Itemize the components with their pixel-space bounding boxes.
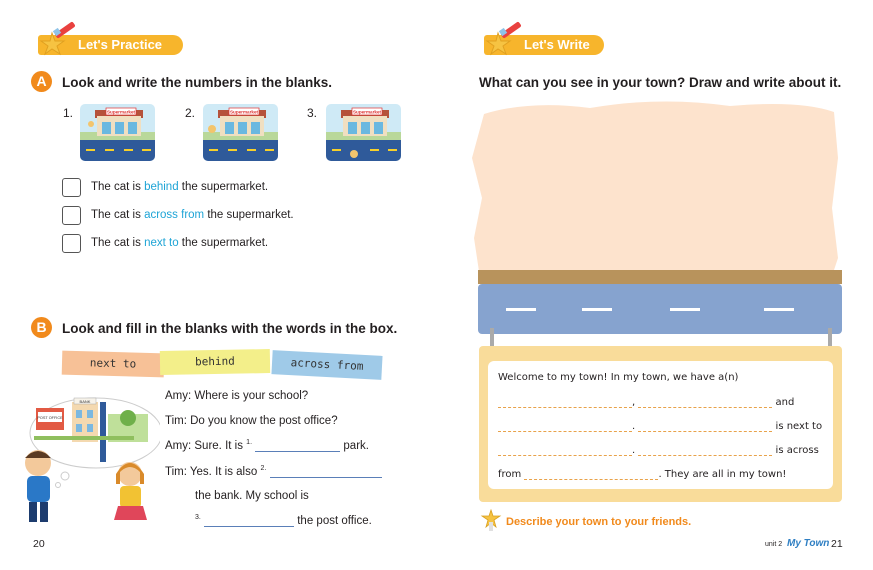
footer-unit-title: My Town xyxy=(787,538,830,549)
dialogue-line-3 xyxy=(165,439,369,452)
picture-1-cat-behind xyxy=(80,104,155,161)
note-line-5 xyxy=(498,468,786,480)
footer-unit-label: unit 2 xyxy=(765,541,783,548)
sentence-text: The cat is xyxy=(91,237,145,249)
dialogue-text: park. xyxy=(340,439,369,452)
word-tag-behind: behind xyxy=(160,349,270,375)
picture-number-3: 3. xyxy=(307,106,318,120)
answer-box-3[interactable] xyxy=(62,234,81,253)
banner-title: Let's Practice xyxy=(78,37,163,52)
store-sign-text: Supermarket xyxy=(106,109,136,115)
blank-number-2: 2. xyxy=(260,465,267,472)
dialogue-text: Tim: Yes. It is also xyxy=(165,465,261,478)
banner-title: Let's Write xyxy=(524,37,590,52)
drawing-area[interactable] xyxy=(470,98,845,338)
note-text: is across xyxy=(772,445,819,456)
pencil-star-icon xyxy=(38,21,78,61)
sentence-next-to xyxy=(91,237,268,249)
store-sign-text: Supermarket xyxy=(352,109,382,115)
note-blank-6[interactable] xyxy=(638,444,772,456)
note-blank-7[interactable] xyxy=(524,468,658,480)
section-a-badge: A xyxy=(31,71,52,92)
answer-box-1[interactable] xyxy=(62,178,81,197)
note-text: . xyxy=(632,421,636,432)
dialogue-text: Amy: Sure. It is xyxy=(165,439,247,452)
section-b-badge: B xyxy=(31,317,52,338)
sentence-keyword: next to xyxy=(144,237,179,249)
picture-number-1: 1. xyxy=(63,106,74,120)
note-line-3 xyxy=(498,420,822,432)
picture-2-cat-next-to xyxy=(203,104,278,161)
fill-blank-3[interactable] xyxy=(204,515,294,527)
note-blank-5[interactable] xyxy=(498,444,632,456)
page-number-right: 21 xyxy=(831,538,843,550)
note-text: is next to xyxy=(772,421,823,432)
note-blank-2[interactable] xyxy=(638,396,772,408)
bank-sign: BANK xyxy=(79,398,91,404)
note-text: from xyxy=(498,469,525,480)
dialogue-line-4 xyxy=(165,465,382,478)
tip-text: Describe your town to your friends. xyxy=(506,516,692,528)
note-blank-4[interactable] xyxy=(638,420,772,432)
lets-write-banner xyxy=(484,35,604,55)
dialogue-line-6 xyxy=(195,514,372,527)
section-a-heading: Look and write the numbers in the blanks. xyxy=(62,75,333,90)
sentence-text: the supermarket. xyxy=(204,209,294,221)
word-tag-next-to: next to xyxy=(62,351,165,378)
dialogue-line-1: Amy: Where is your school? xyxy=(165,390,309,402)
answer-box-2[interactable] xyxy=(62,206,81,225)
writing-prompt: What can you see in your town? Draw and write about it. xyxy=(479,75,842,90)
dialogue-text: the post office. xyxy=(294,514,372,527)
dialogue-line-5: the bank. My school is xyxy=(195,490,309,502)
sentence-text: the supermarket. xyxy=(178,237,269,249)
picture-number-2: 2. xyxy=(185,106,196,120)
note-text: , xyxy=(632,397,636,408)
note-text: . They are all in my town! xyxy=(658,469,787,480)
tip-icon xyxy=(480,508,502,532)
word-tag-across-from: across from xyxy=(271,350,382,380)
lets-practice-banner xyxy=(38,35,183,55)
fill-blank-1[interactable] xyxy=(255,440,340,452)
sentence-text: The cat is xyxy=(91,209,145,221)
sentence-across-from xyxy=(91,209,294,221)
store-sign-text: Supermarket xyxy=(229,109,259,115)
page-number-left: 20 xyxy=(33,538,45,550)
fill-blank-2[interactable] xyxy=(270,466,382,478)
pencil-star-icon xyxy=(484,21,524,61)
kids-illustration xyxy=(10,396,160,531)
note-text: . xyxy=(632,445,636,456)
note-line-4 xyxy=(498,444,819,456)
note-blank-3[interactable] xyxy=(498,420,632,432)
blank-number-1: 1. xyxy=(246,439,253,446)
section-b-heading: Look and fill in the blanks with the words in the box. xyxy=(62,321,398,336)
sentence-keyword: behind xyxy=(144,181,179,193)
post-office-sign: POST OFFICE xyxy=(37,416,63,420)
note-line-2 xyxy=(498,396,794,408)
sentence-behind xyxy=(91,181,268,193)
sentence-text: The cat is xyxy=(91,181,145,193)
sentence-text: the supermarket. xyxy=(178,181,269,193)
dialogue-line-2: Tim: Do you know the post office? xyxy=(165,415,338,427)
note-blank-1[interactable] xyxy=(498,396,632,408)
picture-3-cat-across-from xyxy=(326,104,401,161)
note-text: and xyxy=(772,397,795,408)
sentence-keyword: across from xyxy=(144,209,205,221)
blank-number-3: 3. xyxy=(195,514,201,521)
note-line-1: Welcome to my town! In my town, we have a(n) xyxy=(498,372,739,383)
